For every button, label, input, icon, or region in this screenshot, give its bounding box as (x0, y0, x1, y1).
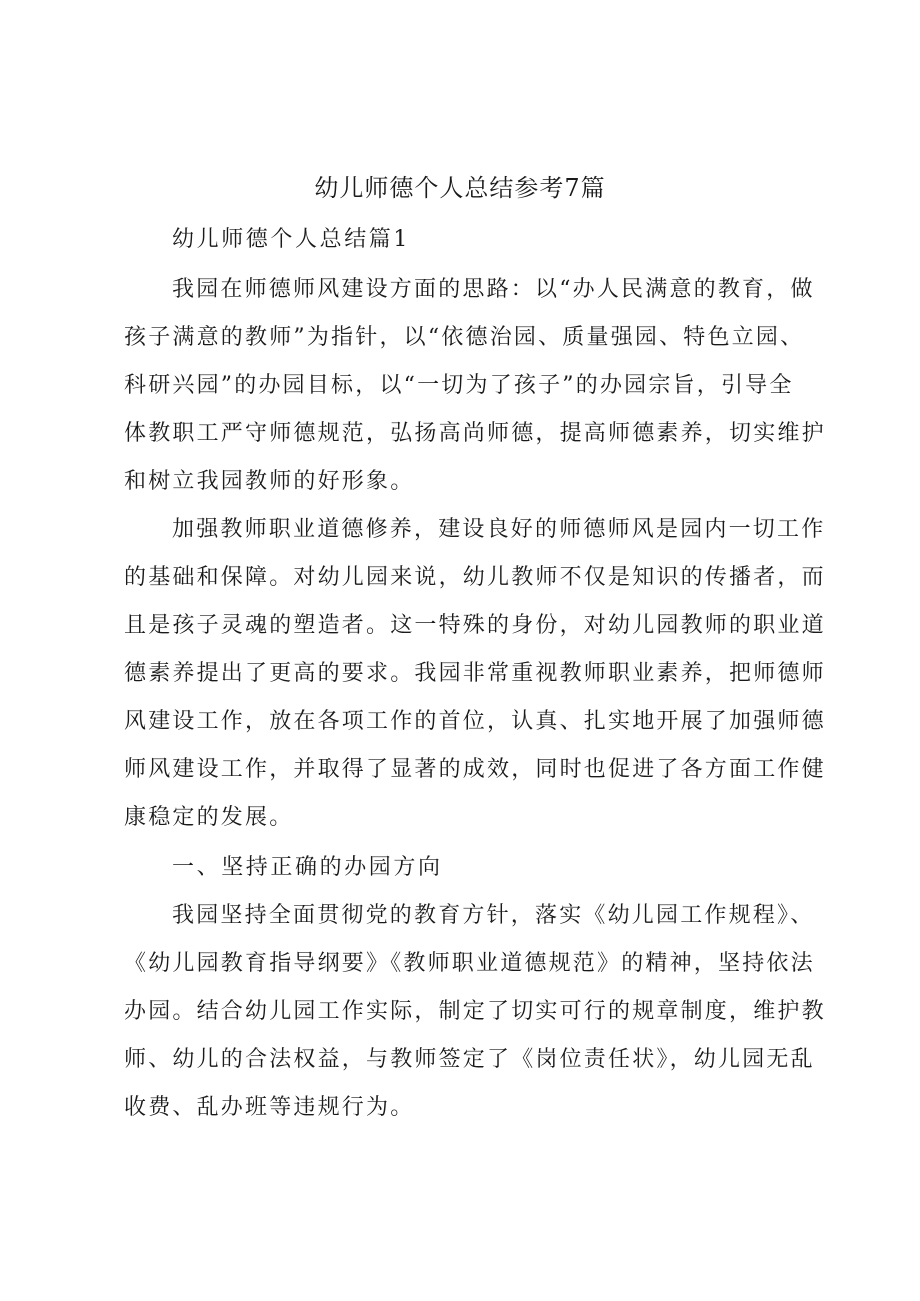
paragraph-3-line-3: 办园。结合幼儿园工作实际，制定了切实可行的规章制度，维护教 (124, 999, 826, 1024)
paragraph-2-line-7: 康稳定的发展。 (124, 805, 294, 830)
paragraph-2-line-4: 德素养提出了更高的要求。我园非常重视教师职业素养，把师德师 (124, 661, 826, 686)
paragraph-1-line-4: 体教职工严守师德规范，弘扬高尚师德，提高师德素养，切实维护 (124, 421, 826, 446)
paragraph-2-line-1: 加强教师职业道德修养，建设良好的师德师风是园内一切工作 (172, 517, 826, 542)
document-title: 幼儿师德个人总结参考7篇 (314, 174, 606, 202)
paragraph-3-line-2: 《幼儿园教育指导纲要》《教师职业道德规范》的精神，坚持依法 (124, 951, 815, 976)
paragraph-3-line-4: 师、幼儿的合法权益，与教师签定了《岗位责任状》，幼儿园无乱 (124, 1047, 815, 1072)
paragraph-1-line-2: 孩子满意的教师”为指针，以“依德治园、质量强园、特色立园、 (124, 325, 805, 350)
paragraph-3-line-5: 收费、乱办班等违规行为。 (124, 1095, 415, 1120)
paragraph-1-line-3: 科研兴园”的办园目标，以“一切为了孩子”的办园宗旨，引导全 (124, 373, 794, 398)
paragraph-2-line-5: 风建设工作，放在各项工作的首位，认真、扎实地开展了加强师德 (124, 709, 826, 734)
paragraph-2-line-2: 的基础和保障。对幼儿园来说，幼儿教师不仅是知识的传播者，而 (124, 565, 826, 590)
paragraph-1-line-1: 我园在师德师风建设方面的思路：以“办人民满意的教育，做 (172, 277, 815, 302)
section-heading-1: 一、坚持正确的办园方向 (172, 855, 443, 880)
paragraph-3-line-1: 我园坚持全面贯彻党的教育方针，落实《幼儿园工作规程》、 (172, 903, 815, 928)
paragraph-1-line-5: 和树立我园教师的好形象。 (124, 469, 415, 494)
paragraph-2-line-6: 师风建设工作，并取得了显著的成效，同时也促进了各方面工作健 (124, 757, 826, 782)
paragraph-2-line-3: 且是孩子灵魂的塑造者。这一特殊的身份，对幼儿园教师的职业道 (124, 613, 826, 638)
section-subtitle: 幼儿师德个人总结篇1 (172, 227, 410, 252)
